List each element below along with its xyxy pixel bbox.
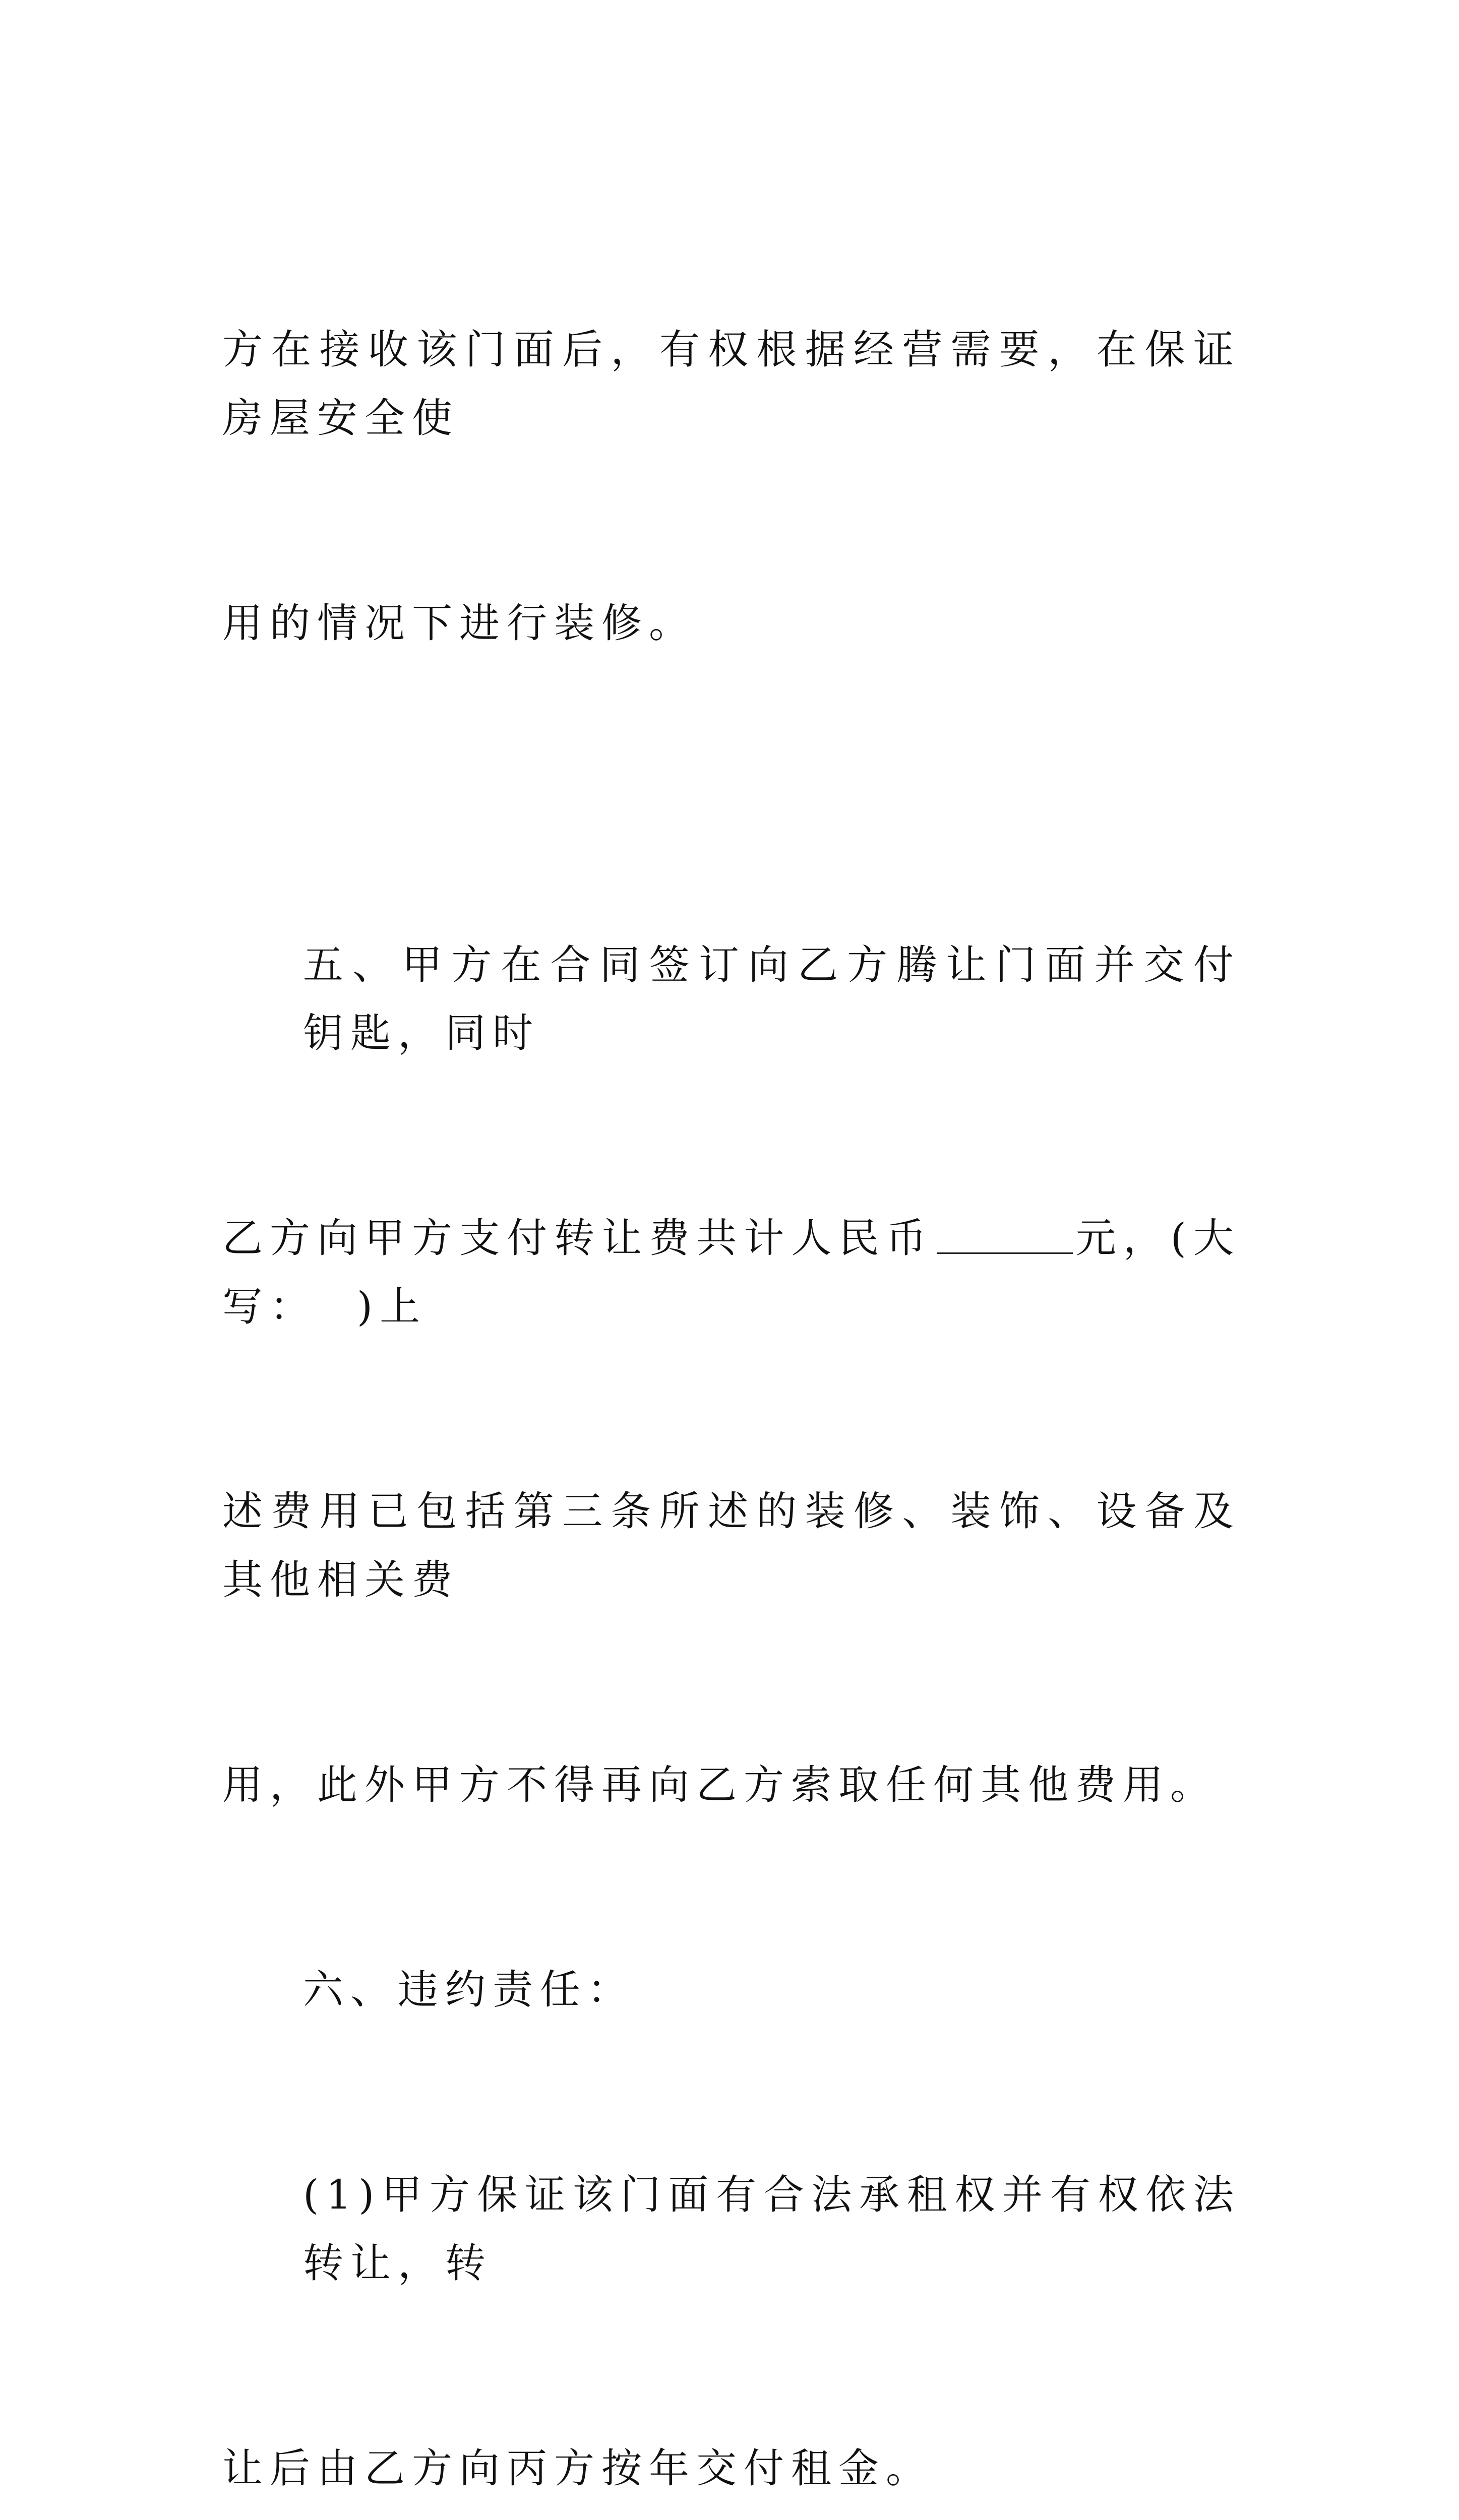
paragraph-clause4-tail (222, 179, 1241, 794)
text-segment: 乙方向甲方支付转让费共计人民币 (222, 1214, 934, 1262)
paragraph-clause5 (222, 794, 1241, 1956)
text-line-with-blank (222, 1204, 1241, 1341)
text-segment: 元，(大写： )上 (222, 1214, 1241, 1330)
text-line: 用的情况下进行装修。 (222, 599, 696, 647)
text-line: (1)甲方保证该门面有合法承租权并有权依法转让，转 (303, 2171, 1241, 2287)
text-line: 用，此外甲方不得再向乙方索取任何其他费用。 (222, 1761, 1218, 1808)
text-line: 方在接收该门面后，有权根据经营需要，在保证房屋安全使 (222, 326, 1241, 442)
text-line: 让后由乙方向丙方按年交付租金。 (222, 2444, 933, 2492)
document-body (222, 179, 1241, 2520)
amount-blank-underline (937, 1217, 1073, 1254)
text-line: 述费用已包括第三条所述的装修、装饰、设备及其他相关费 (222, 1488, 1241, 1603)
paragraph-clause6-item1 (222, 2024, 1241, 2520)
clause6-title: 六、违约责任： (303, 1966, 635, 2013)
text-line: 五、甲方在合同签订向乙方腾让门面并交付钥匙，同时 (303, 941, 1241, 1057)
